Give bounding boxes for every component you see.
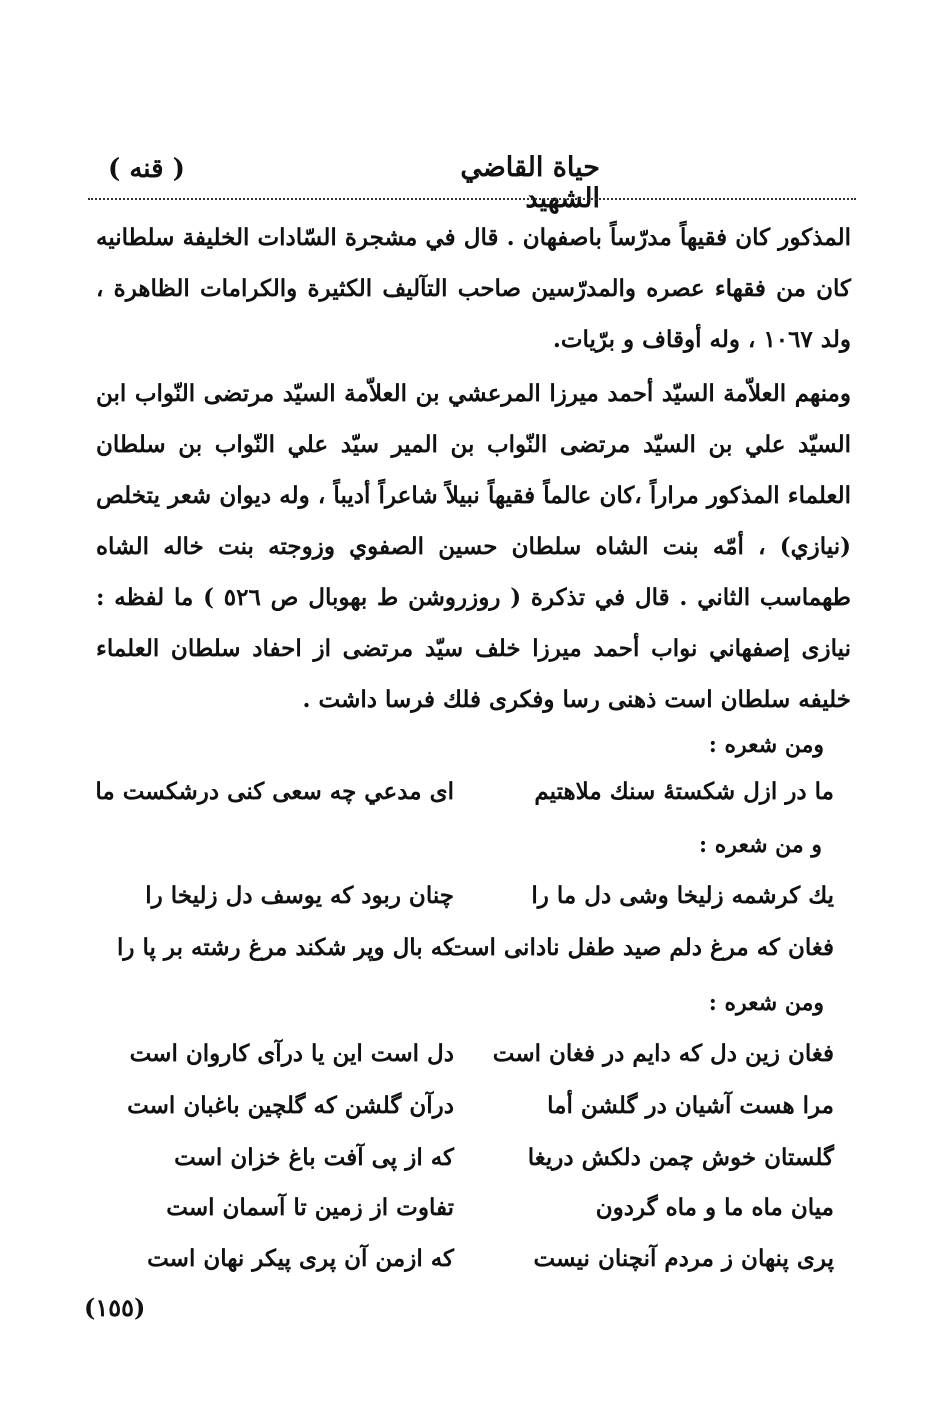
poem-label: و من شعره : [699,832,822,858]
verse-hemistich: تفاوت از زمين تا آسمان است [166,1194,454,1221]
header-divider [88,198,856,200]
verse-hemistich: كه ازمن آن پرى پيكر نهان است [147,1245,454,1272]
paragraph-2: ومنهم العلاّمة السيّد أحمد ميرزا المرعشي بن العلاّمة السيّد مرتضى النّواب ابن السيّد علي بن السيّد مرتضى النّواب بن المير سيّد علي النّواب بن سلطان العلماء المذكور مراراً ،كان عالماً فقيهاً نبيلاً شاعراً أديباً ، وله ديوان شعر يتخلص (نيازي) ، أمّه بنت الشاه سلطان حسين الصفوي وزوجته بنت خاله الشاه طهماسب الثاني . قال في تذكرة ( روزروشن ط بهوبال ص ٥٢٦ ) ما لفظه : نيازى إصفهاني نواب أحمد ميرزا خلف سيّد مرتضى از احفاد سلطان العلماء خليفه سلطان است ذهنى رسا وفكرى فلك فرسا داشت . [96,380,851,713]
verse-hemistich: مرا هست آشيان در گلشن أما [547,1092,834,1119]
verse-hemistich: فغان زين دل كه دايم در فغان است [492,1040,834,1067]
verse-hemistich: درآن گلشن كه گلچين باغبان است [127,1092,454,1119]
running-header-title: حياة القاضي الشهيد [460,152,600,214]
verse-hemistich: پرى پنهان ز مردم آنچنان نيست [533,1245,834,1272]
verse-hemistich: چنان ربود كه يوسف دل زليخا را [145,882,454,909]
verse-hemistich: گلستان خوش چمن دلكش دريغا [527,1144,834,1171]
poem-label: ومن شعره : [708,732,824,758]
verse-hemistich: اى مدعي چه سعى كنى درشكست ما [95,778,454,805]
verse-hemistich: يك كرشمه زليخا وشى دل ما را [531,882,834,909]
verse-hemistich: كه بال وپر شكند مرغ رشته بر پا را [116,934,454,961]
verse-hemistich: فغان كه مرغ دلم صيد طفل نادانى است [447,934,834,961]
page-number: (١٥٥) [84,1293,146,1322]
paragraph-1: المذكور كان فقيهاً مدرّساً باصفهان . قال في مشجرة السّادات الخليفة سلطانيه كان من فقهاء عصره والمدرّسين صاحب التآليف الكثيرة والكرامات الظاهرة ، ولد ١٠٦٧ ، وله أوقاف و برّيات. [96,224,851,353]
verse-hemistich: كه از پى آفت باغ خزان است [174,1144,454,1171]
verse-hemistich: ميان ماه ما و ماه گردون [595,1194,834,1221]
section-number: ( قنه ) [108,154,185,184]
verse-hemistich: ما در ازل شكستهٔ سنك ملاهتيم [534,778,834,805]
poem-label: ومن شعره : [708,990,824,1016]
verse-hemistich: دل است اين يا درآى كاروان است [129,1040,454,1067]
